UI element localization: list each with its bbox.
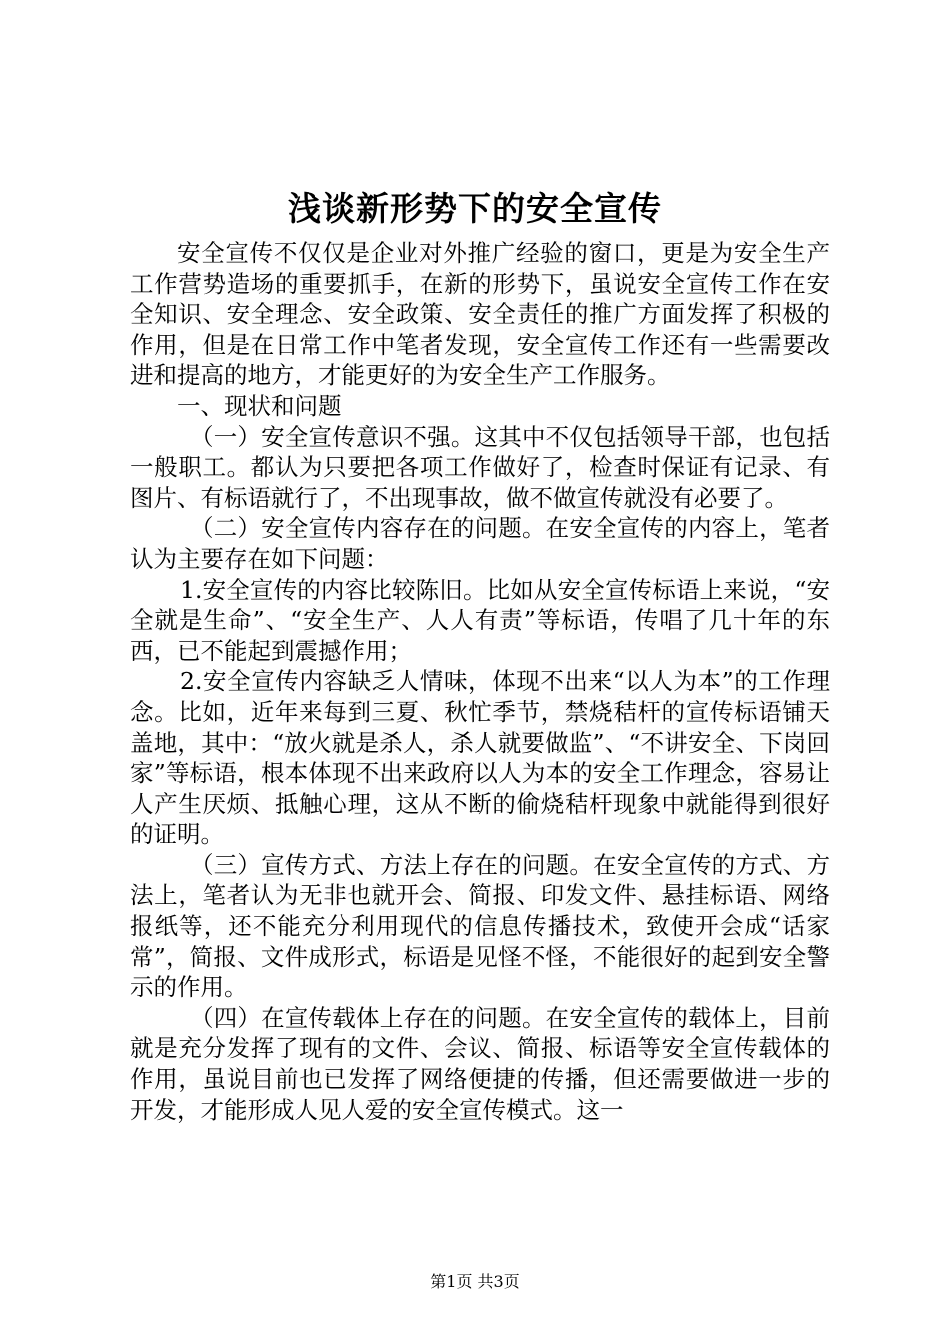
document-title: 浅谈新形势下的安全宣传 <box>288 189 662 228</box>
paragraph-item-4: （四）在宣传载体上存在的问题。在安全宣传的载体上，目前就是充分发挥了现有的文件、会议、简报、标语等安全宣传载体的作用，虽说目前也已发挥了网络便捷的传播，但还需要做进一步的开发，才能形成人见人爱的安全宣传模式。这一 <box>130 1003 830 1124</box>
section-heading: 一、现状和问题 <box>177 391 342 420</box>
intro-paragraph: 安全宣传不仅仅是企业对外推广经验的窗口，更是为安全生产工作营势造场的重要抓手，在新的形势下，虽说安全宣传工作在安全知识、安全理念、安全政策、安全责任的推广方面发挥了积极的作用，但是在日常工作中笔者发现，安全宣传工作还有一些需要改进和提高的地方，才能更好的为安全生产工作服务。 <box>130 239 830 390</box>
document-body <box>130 238 830 1125</box>
paragraph-subitem-1: 1.安全宣传的内容比较陈旧。比如从安全宣传标语上来说，“安全就是生命”、“安全生产、人人有责”等标语，传唱了几十年的东西，已不能起到震撼作用； <box>130 575 830 665</box>
page-footer: 第1页 共3页 <box>430 1272 520 1291</box>
paragraph-subitem-2: 2.安全宣传内容缺乏人情味，体现不出来“以人为本”的工作理念。比如，近年来每到三夏、秋忙季节，禁烧秸杆的宣传标语铺天盖地，其中：“放火就是杀人，杀人就要做监”、“不讲安全、下岗回家”等标语，根本体现不出来政府以人为本的安全工作理念，容易让人产生厌烦、抵触心理，这从不断的偷烧秸杆现象中就能得到很好的证明。 <box>130 667 830 849</box>
paragraph-item-3: （三）宣传方式、方法上存在的问题。在安全宣传的方式、方法上，笔者认为无非也就开会、简报、印发文件、悬挂标语、网络报纸等，还不能充分利用现代的信息传播技术，致使开会成“话家常”，简报、文件成形式，标语是见怪不怪，不能很好的起到安全警示的作用。 <box>130 850 830 1002</box>
paragraph-item-2: （二）安全宣传内容存在的问题。在安全宣传的内容上，笔者认为主要存在如下问题： <box>130 514 830 573</box>
paragraph-item-1: （一）安全宣传意识不强。这其中不仅包括领导干部，也包括一般职工。都认为只要把各项工作做好了，检查时保证有记录、有图片、有标语就行了，不出现事故，做不做宣传就没有必要了。 <box>130 422 830 512</box>
